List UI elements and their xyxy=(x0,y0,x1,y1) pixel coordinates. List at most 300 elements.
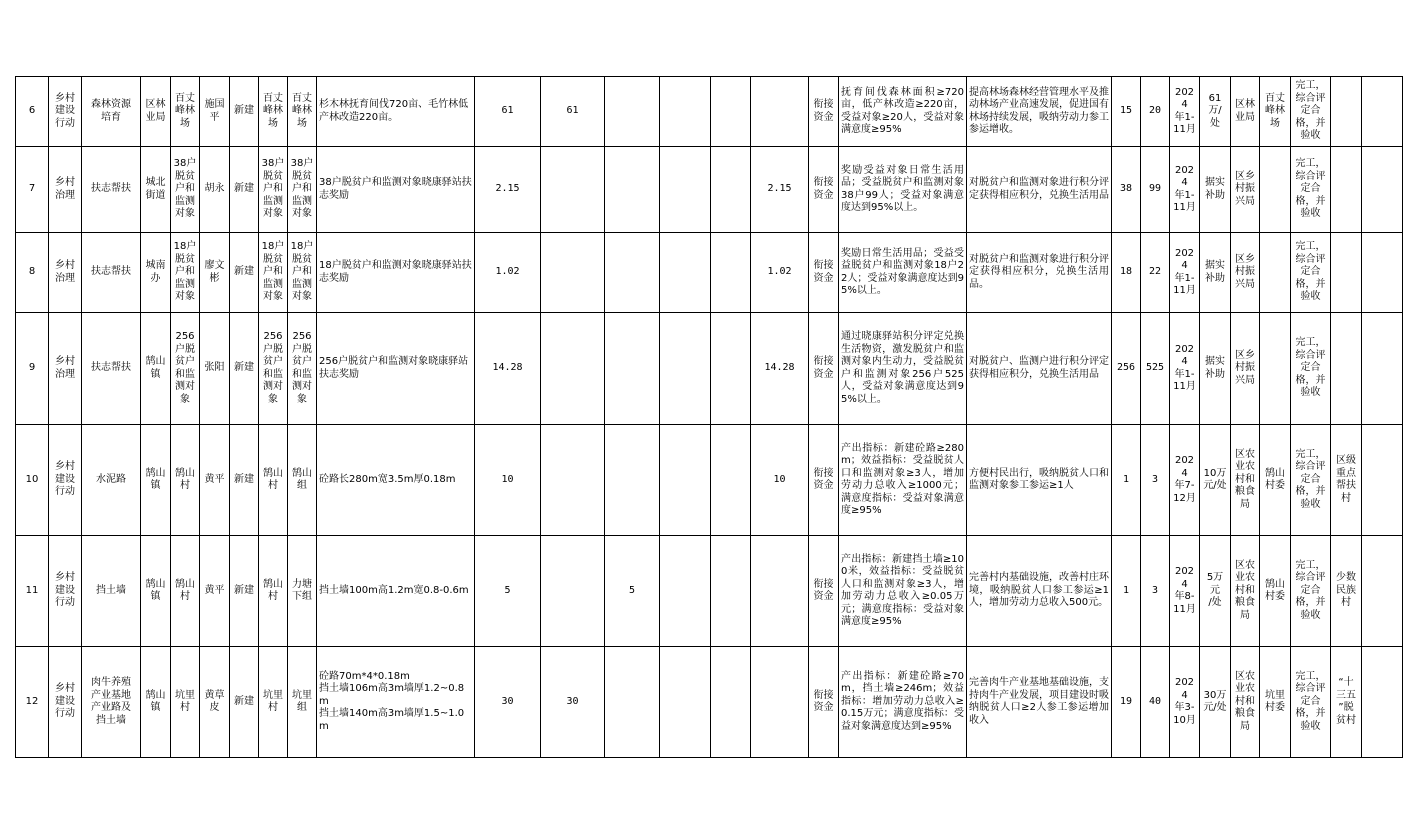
project-name-text: 水泥路 xyxy=(96,473,126,485)
project-owner xyxy=(1260,77,1291,147)
project-name-text: 扶志帮扶 xyxy=(91,266,131,278)
construction-site-group xyxy=(288,313,317,425)
project-owner xyxy=(1260,536,1291,647)
fund-column-5 xyxy=(751,313,809,425)
responsible-person-text: 施国 平 xyxy=(204,99,225,123)
fund-column-1 xyxy=(541,77,605,147)
benefit-mechanism-text: 提高林场森林经营管理水平及推动林场产业高速发展，促进国有林场持续发展，吸纳劳动力参工参运增收。 xyxy=(969,86,1109,135)
subsidy-standard-text: 30万 元/处 xyxy=(1203,689,1227,713)
fund-column-3 xyxy=(660,147,711,233)
construction-nature-text: 新建 xyxy=(234,362,254,374)
location-text: 18户 脱贫 户和 监测 对象 xyxy=(173,241,197,303)
supervising-dept-text: 区农 业农 村和 粮食 局 xyxy=(1235,670,1255,732)
fund-column-1 xyxy=(541,313,605,425)
row-number-text: 6 xyxy=(28,105,36,117)
fund-column-3 xyxy=(660,425,711,536)
fund-column-5-text: 10 xyxy=(773,473,786,485)
beneficiary-households xyxy=(1112,313,1141,425)
beneficiary-people-text: 3 xyxy=(1151,473,1159,485)
benefit-mechanism xyxy=(967,536,1112,647)
construction-nature xyxy=(230,425,259,536)
construction-content xyxy=(317,647,475,758)
location xyxy=(171,147,200,233)
blank-cell xyxy=(1362,147,1403,233)
construction-site-village-text: 256 户脱 贫户 和监 测对 象 xyxy=(263,331,283,405)
location-text: 鹄山 村 xyxy=(175,467,195,491)
construction-content xyxy=(317,313,475,425)
construction-site-group-text: 256 户脱 贫户 和监 测对 象 xyxy=(292,331,312,405)
subsidy-standard-text: 5万元 /处 xyxy=(1206,572,1224,609)
fund-column-2-text: 5 xyxy=(628,584,636,596)
construction-site-group-text: 力塘 下组 xyxy=(292,578,312,602)
table-row xyxy=(16,233,1403,313)
project-name xyxy=(82,77,141,147)
implementation-period-text: 2024 年3- 10月 xyxy=(1173,677,1196,726)
fund-column-4 xyxy=(711,536,751,647)
project-name xyxy=(82,313,141,425)
row-number-text: 7 xyxy=(28,183,36,195)
supervising-dept xyxy=(1231,147,1260,233)
benefit-mechanism xyxy=(967,147,1112,233)
fund-type-text: 衔接 资金 xyxy=(813,177,834,201)
responsible-person-text: 张阳 xyxy=(204,362,225,374)
fund-total xyxy=(475,647,541,758)
benefit-mechanism-text: 完善村内基础设施，改善村庄环境，吸纳脱贫人口参工参运≥1人，增加劳动力总收入500元。 xyxy=(969,572,1109,609)
fund-column-4 xyxy=(711,147,751,233)
construction-content xyxy=(317,536,475,647)
fund-total-text: 5 xyxy=(504,584,511,596)
remark-text: “十 三五 ”脱 贫村 xyxy=(1336,677,1356,726)
construction-content-text: 砼路长280m宽3.5m厚0.18m xyxy=(319,473,456,485)
fund-type xyxy=(809,425,839,536)
project-type xyxy=(49,77,82,147)
construction-site-village xyxy=(259,147,288,233)
construction-site-group xyxy=(288,647,317,758)
fund-type xyxy=(809,536,839,647)
fund-total xyxy=(475,536,541,647)
row-number xyxy=(16,77,49,147)
blank-cell xyxy=(1362,425,1403,536)
fund-column-5-text: 2.15 xyxy=(767,183,792,195)
subsidy-standard xyxy=(1200,536,1231,647)
blank-cell xyxy=(1362,77,1403,147)
responsible-person-text: 黄草 皮 xyxy=(204,689,225,713)
project-type-text: 乡村 建设 行动 xyxy=(55,461,75,498)
construction-site-group xyxy=(288,233,317,313)
project-type xyxy=(49,536,82,647)
construction-site-group xyxy=(288,536,317,647)
project-type-text: 乡村 建设 行动 xyxy=(55,92,75,129)
fund-column-1 xyxy=(541,147,605,233)
project-name xyxy=(82,425,141,536)
project-name-text: 扶志帮扶 xyxy=(91,362,131,374)
project-name-text: 挡土墙 xyxy=(96,584,126,596)
fund-total-text: 10 xyxy=(501,473,514,485)
performance-target-text: 奖励日常生活用品；受益受益脱贫户和监测对象18户22人；受益对象满意度达到95%以上。 xyxy=(841,247,964,296)
responsible-person xyxy=(200,536,230,647)
fund-total xyxy=(475,313,541,425)
table-row xyxy=(16,313,1403,425)
subsidy-standard xyxy=(1200,233,1231,313)
project-type-text: 乡村 治理 xyxy=(55,356,75,380)
implementation-period-text: 2024 年7- 12月 xyxy=(1173,455,1196,504)
supervising-dept-text: 区乡 村振 兴局 xyxy=(1235,170,1255,207)
blank-cell xyxy=(1362,233,1403,313)
performance-target-text: 产出指标：新建砼路≥70m，挡土墙≥246m；效益指标：增加劳动力总收入≥0.15万元；满意度指标：受益对象满意度达到≥95% xyxy=(841,670,964,732)
benefit-mechanism xyxy=(967,77,1112,147)
project-type-text: 乡村 治理 xyxy=(55,260,75,284)
project-type xyxy=(49,313,82,425)
beneficiary-households xyxy=(1112,233,1141,313)
beneficiary-households-text: 256 xyxy=(1116,362,1136,374)
implementing-unit-text: 城南 办 xyxy=(145,260,166,284)
implementing-unit-text: 鹄山 镇 xyxy=(145,467,166,491)
row-number xyxy=(16,536,49,647)
row-number xyxy=(16,233,49,313)
implementation-period xyxy=(1170,313,1200,425)
project-name-text: 扶志帮扶 xyxy=(91,183,131,195)
subsidy-standard-text: 据实 补助 xyxy=(1205,356,1225,380)
project-owner-text: 鹄山 村委 xyxy=(1265,578,1285,602)
fund-type xyxy=(809,313,839,425)
implementation-period-text: 2024 年1- 11月 xyxy=(1173,247,1196,296)
construction-nature-text: 新建 xyxy=(234,105,254,117)
beneficiary-people-text: 40 xyxy=(1148,695,1162,707)
fund-column-2 xyxy=(605,233,660,313)
fund-column-1 xyxy=(541,233,605,313)
fund-column-1 xyxy=(541,425,605,536)
project-owner xyxy=(1260,233,1291,313)
implementation-period-text: 2024 年8- 11月 xyxy=(1173,566,1196,615)
construction-nature xyxy=(230,77,259,147)
table-row xyxy=(16,147,1403,233)
construction-site-village xyxy=(259,647,288,758)
implementation-period xyxy=(1170,147,1200,233)
construction-site-group-text: 38户 脱贫 户和 监测 对象 xyxy=(290,158,314,220)
fund-column-2 xyxy=(605,647,660,758)
construction-site-group xyxy=(288,77,317,147)
supervising-dept xyxy=(1231,313,1260,425)
location-text: 鹄山 村 xyxy=(175,578,195,602)
beneficiary-people-text: 99 xyxy=(1148,183,1162,195)
fund-total-text: 30 xyxy=(501,695,514,707)
construction-site-village-text: 38户 脱贫 户和 监测 对象 xyxy=(261,158,285,220)
table-row xyxy=(16,647,1403,758)
construction-site-village-text: 18户 脱贫 户和 监测 对象 xyxy=(261,241,285,303)
fund-total xyxy=(475,425,541,536)
subsidy-standard-text: 据实 补助 xyxy=(1205,177,1225,201)
fund-column-3 xyxy=(660,77,711,147)
beneficiary-people-text: 20 xyxy=(1148,105,1162,117)
fund-column-5 xyxy=(751,647,809,758)
beneficiary-households xyxy=(1112,147,1141,233)
beneficiary-households-text: 1 xyxy=(1122,584,1130,596)
supervising-dept xyxy=(1231,233,1260,313)
subsidy-standard xyxy=(1200,647,1231,758)
construction-content xyxy=(317,77,475,147)
project-owner xyxy=(1260,147,1291,233)
beneficiary-households-text: 18 xyxy=(1119,266,1133,278)
performance-target-text: 产出指标：新建挡土墙≥100米，效益指标：受益脱贫人口和监测对象≥3人，增加劳动力总收入≥0.05万元；满意度指标：受益对象满意度≥95% xyxy=(841,553,964,627)
performance-target-text: 抚育间伐森林面积≥720亩，低产林改造≥220亩，受益对象≥20人，受益对象满意度≥95% xyxy=(841,86,964,135)
project-owner xyxy=(1260,647,1291,758)
row-number-text: 8 xyxy=(28,266,36,278)
project-type xyxy=(49,647,82,758)
remark xyxy=(1331,233,1362,313)
beneficiary-people-text: 22 xyxy=(1148,266,1162,278)
construction-content xyxy=(317,233,475,313)
location-text: 坑里 村 xyxy=(175,689,195,713)
performance-target-text: 产出指标：新建砼路≥280m；效益指标：受益脱贫人口和监测对象≥3人，增加劳动力总收入≥1000元；满意度指标：受益对象满意度≥95% xyxy=(841,442,964,516)
beneficiary-people xyxy=(1141,647,1170,758)
acceptance-status-text: 完工， 综合评 定合 格，并 验收 xyxy=(1295,241,1326,303)
performance-target-text: 通过晓康驿站积分评定兑换生活物资，激发脱贫户和监测对象内生动力，受益脱贫户和监测对象256户525人，受益对象满意度达到95%以上。 xyxy=(841,331,964,405)
supervising-dept xyxy=(1231,647,1260,758)
beneficiary-people xyxy=(1141,425,1170,536)
fund-column-4 xyxy=(711,77,751,147)
construction-nature-text: 新建 xyxy=(234,695,254,707)
construction-site-village xyxy=(259,233,288,313)
supervising-dept xyxy=(1231,536,1260,647)
construction-site-village-text: 鹄山 村 xyxy=(263,467,283,491)
implementing-unit-text: 鹄山 镇 xyxy=(145,356,166,380)
fund-column-2 xyxy=(605,147,660,233)
construction-content-text: 挡土墙100m高1.2m宽0.8-0.6m xyxy=(319,584,469,596)
benefit-mechanism-text: 对脱贫户、监测户进行积分评定获得相应积分，兑换生活用品 xyxy=(969,356,1109,380)
table-row xyxy=(16,77,1403,147)
subsidy-standard xyxy=(1200,77,1231,147)
implementation-period xyxy=(1170,233,1200,313)
construction-site-village xyxy=(259,536,288,647)
beneficiary-households-text: 38 xyxy=(1119,183,1133,195)
fund-type xyxy=(809,147,839,233)
remark xyxy=(1331,77,1362,147)
blank-cell xyxy=(1362,536,1403,647)
project-name-text: 肉牛养殖 产业基地 产业路及 挡土墙 xyxy=(91,677,131,726)
row-number xyxy=(16,425,49,536)
table-row xyxy=(16,536,1403,647)
responsible-person xyxy=(200,233,230,313)
beneficiary-people-text: 3 xyxy=(1151,584,1159,596)
subsidy-standard xyxy=(1200,147,1231,233)
table-row xyxy=(16,425,1403,536)
fund-column-3 xyxy=(660,233,711,313)
row-number xyxy=(16,313,49,425)
acceptance-status xyxy=(1291,147,1331,233)
performance-target xyxy=(839,77,967,147)
supervising-dept xyxy=(1231,425,1260,536)
construction-content xyxy=(317,147,475,233)
construction-nature-text: 新建 xyxy=(234,584,254,596)
project-type-text: 乡村 建设 行动 xyxy=(55,683,75,720)
fund-column-1 xyxy=(541,647,605,758)
fund-column-5 xyxy=(751,77,809,147)
construction-site-village-text: 坑里 村 xyxy=(263,689,283,713)
remark xyxy=(1331,647,1362,758)
implementing-unit xyxy=(141,425,171,536)
fund-column-1-text: 30 xyxy=(566,695,579,707)
fund-column-4 xyxy=(711,233,751,313)
acceptance-status-text: 完工， 综合评 定合 格，并 验收 xyxy=(1295,80,1326,142)
construction-content xyxy=(317,425,475,536)
row-number xyxy=(16,647,49,758)
construction-site-group xyxy=(288,425,317,536)
construction-content-text: 256户脱贫户和监测对象晓康驿站扶志奖励 xyxy=(319,356,469,380)
fund-total xyxy=(475,147,541,233)
construction-site-group-text: 18户 脱贫 户和 监测 对象 xyxy=(290,241,314,303)
project-owner xyxy=(1260,313,1291,425)
responsible-person xyxy=(200,425,230,536)
implementing-unit xyxy=(141,647,171,758)
fund-type xyxy=(809,647,839,758)
blank-cell xyxy=(1362,647,1403,758)
benefit-mechanism xyxy=(967,647,1112,758)
implementing-unit xyxy=(141,77,171,147)
performance-target xyxy=(839,425,967,536)
benefit-mechanism xyxy=(967,425,1112,536)
fund-type xyxy=(809,233,839,313)
implementation-period xyxy=(1170,425,1200,536)
responsible-person xyxy=(200,77,230,147)
subsidy-standard xyxy=(1200,313,1231,425)
project-type xyxy=(49,147,82,233)
acceptance-status-text: 完工， 综合评 定合 格，并 验收 xyxy=(1295,670,1326,732)
project-type xyxy=(49,425,82,536)
location xyxy=(171,647,200,758)
fund-column-2 xyxy=(605,425,660,536)
beneficiary-people xyxy=(1141,77,1170,147)
fund-column-4 xyxy=(711,313,751,425)
row-number-text: 11 xyxy=(25,584,39,596)
fund-column-5 xyxy=(751,425,809,536)
beneficiary-households xyxy=(1112,425,1141,536)
fund-type-text: 衔接 资金 xyxy=(813,99,834,123)
remark xyxy=(1331,313,1362,425)
subsidy-standard-text: 61万/ 处 xyxy=(1208,92,1222,129)
project-owner xyxy=(1260,425,1291,536)
construction-site-group-text: 百丈 峰林 场 xyxy=(292,92,312,129)
construction-nature xyxy=(230,313,259,425)
location xyxy=(171,313,200,425)
performance-target xyxy=(839,313,967,425)
fund-column-2 xyxy=(605,313,660,425)
acceptance-status-text: 完工， 综合评 定合 格，并 验收 xyxy=(1295,158,1326,220)
fund-total-text: 1.02 xyxy=(495,266,520,278)
fund-column-5-text: 1.02 xyxy=(767,266,792,278)
location-text: 百丈 峰林 场 xyxy=(175,92,195,129)
supervising-dept-text: 区农 业农 村和 粮食 局 xyxy=(1235,448,1255,510)
fund-column-2 xyxy=(605,77,660,147)
subsidy-standard-text: 10万 元/处 xyxy=(1203,467,1227,491)
responsible-person-text: 廖文 彬 xyxy=(204,260,225,284)
location-text: 256 户脱 贫户 和监 测对 象 xyxy=(175,331,195,405)
supervising-dept-text: 区林 业局 xyxy=(1235,99,1255,123)
fund-type-text: 衔接 资金 xyxy=(813,260,834,284)
fund-type-text: 衔接 资金 xyxy=(813,467,834,491)
responsible-person xyxy=(200,647,230,758)
fund-type-text: 衔接 资金 xyxy=(813,356,834,380)
subsidy-standard xyxy=(1200,425,1231,536)
beneficiary-households xyxy=(1112,77,1141,147)
row-number-text: 10 xyxy=(25,473,39,485)
acceptance-status-text: 完工， 综合评 定合 格，并 验收 xyxy=(1295,337,1326,399)
beneficiary-households-text: 19 xyxy=(1119,695,1133,707)
blank-cell xyxy=(1362,313,1403,425)
supervising-dept-text: 区乡 村振 兴局 xyxy=(1235,349,1255,386)
beneficiary-households-text: 15 xyxy=(1119,105,1133,117)
beneficiary-people-text: 525 xyxy=(1145,362,1165,374)
construction-nature-text: 新建 xyxy=(234,473,254,485)
construction-content-text: 杉木林抚育间伐720亩、毛竹林低产林改造220亩。 xyxy=(319,99,469,123)
remark xyxy=(1331,147,1362,233)
project-name xyxy=(82,233,141,313)
remark-text: 少数 民族 村 xyxy=(1336,572,1356,609)
performance-target-text: 奖励受益对象日常生活用品；受益脱贫户和监测对象38户99人；受益对象满意度达到95%以上。 xyxy=(841,164,964,213)
project-table xyxy=(15,76,1403,758)
construction-content-text: 18户脱贫户和监测对象晓康驿站扶志奖励 xyxy=(319,260,472,284)
location xyxy=(171,425,200,536)
implementing-unit xyxy=(141,147,171,233)
location-text: 38户 脱贫 户和 监测 对象 xyxy=(173,158,197,220)
implementation-period-text: 2024 年1- 11月 xyxy=(1173,343,1196,392)
project-type-text: 乡村 建设 行动 xyxy=(55,572,75,609)
fund-type-text: 衔接 资金 xyxy=(813,689,834,713)
construction-site-group-text: 鹄山 组 xyxy=(292,467,312,491)
construction-nature-text: 新建 xyxy=(234,183,254,195)
acceptance-status-text: 完工， 综合评 定合 格，并 验收 xyxy=(1295,448,1326,510)
performance-target xyxy=(839,147,967,233)
responsible-person xyxy=(200,147,230,233)
row-number-text: 9 xyxy=(28,362,36,374)
fund-total-text: 2.15 xyxy=(495,183,520,195)
project-type-text: 乡村 治理 xyxy=(55,177,75,201)
construction-nature-text: 新建 xyxy=(234,266,254,278)
implementation-period-text: 2024 年1- 11月 xyxy=(1173,164,1196,213)
construction-nature xyxy=(230,647,259,758)
acceptance-status xyxy=(1291,647,1331,758)
acceptance-status xyxy=(1291,536,1331,647)
project-owner-text: 坑里 村委 xyxy=(1265,689,1285,713)
project-name-text: 森林资源 培育 xyxy=(91,99,131,123)
beneficiary-households xyxy=(1112,647,1141,758)
implementing-unit-text: 鹄山 镇 xyxy=(145,578,166,602)
responsible-person-text: 黄平 xyxy=(204,473,225,485)
construction-content-text: 38户脱贫户和监测对象晓康驿站扶志奖励 xyxy=(319,177,472,201)
fund-type xyxy=(809,77,839,147)
construction-site-village xyxy=(259,313,288,425)
fund-column-5 xyxy=(751,536,809,647)
implementing-unit xyxy=(141,313,171,425)
implementing-unit-text: 区林 业局 xyxy=(145,99,166,123)
fund-total xyxy=(475,233,541,313)
location xyxy=(171,77,200,147)
row-number-text: 12 xyxy=(25,695,39,707)
project-name xyxy=(82,147,141,233)
benefit-mechanism-text: 完善肉牛产业基地基础设施，支持肉牛产业发展，项目建设时吸纳脱贫人口≥2人参工参运增加收入 xyxy=(969,677,1109,726)
construction-site-village-text: 百丈 峰林 场 xyxy=(263,92,283,129)
remark xyxy=(1331,425,1362,536)
fund-column-2 xyxy=(605,536,660,647)
row-number xyxy=(16,147,49,233)
benefit-mechanism xyxy=(967,233,1112,313)
implementation-period-text: 2024 年1- 11月 xyxy=(1173,86,1196,135)
fund-column-3 xyxy=(660,536,711,647)
fund-column-5 xyxy=(751,147,809,233)
responsible-person-text: 胡永 xyxy=(204,183,225,195)
acceptance-status-text: 完工， 综合评 定合 格，并 验收 xyxy=(1295,559,1326,621)
construction-nature xyxy=(230,147,259,233)
subsidy-standard-text: 据实 补助 xyxy=(1205,260,1225,284)
